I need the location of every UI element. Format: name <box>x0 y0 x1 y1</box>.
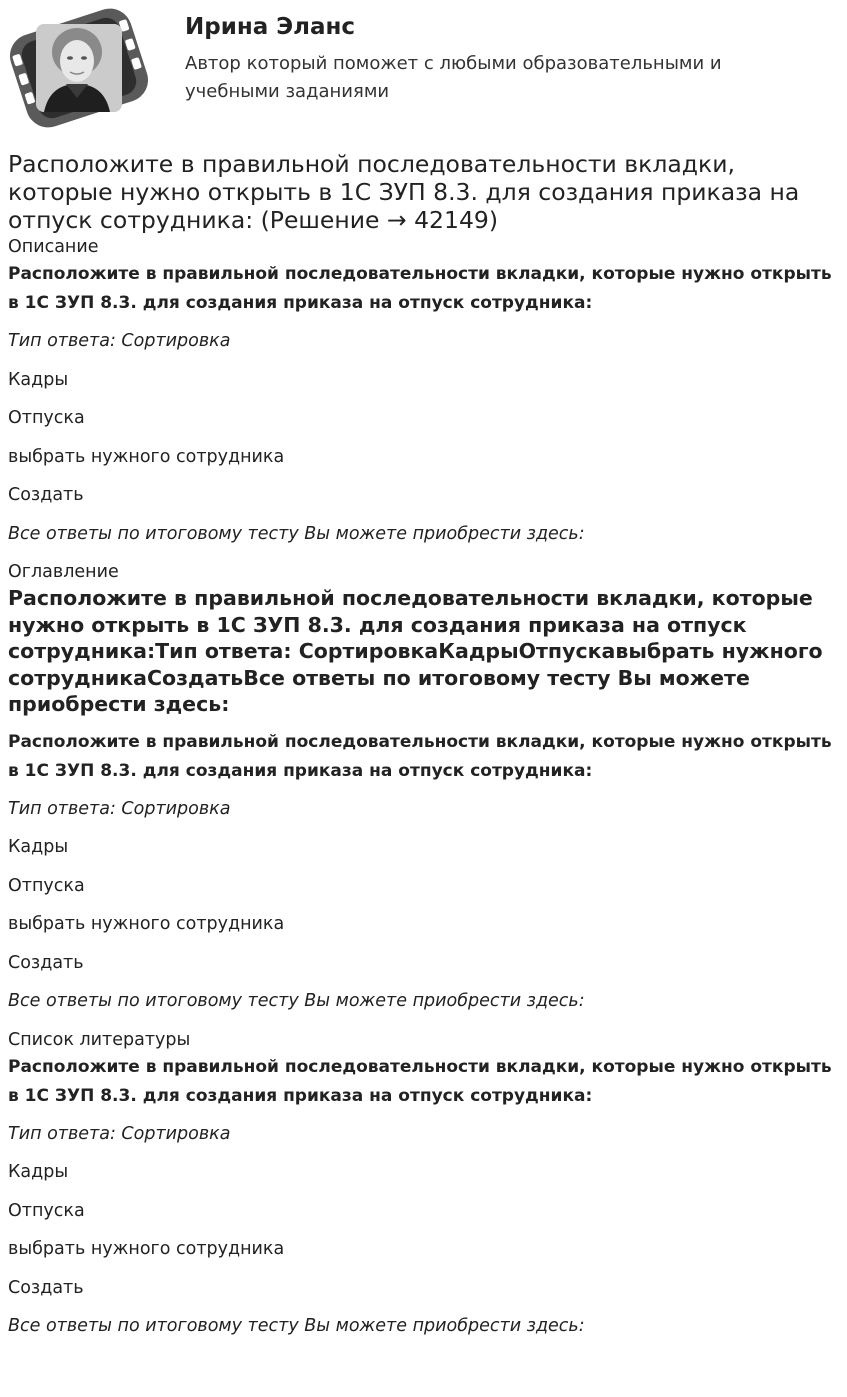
buy-note: Все ответы по итоговому тесту Вы можете приобрести здесь: <box>8 1316 585 1336</box>
answer-item: Кадры <box>8 1162 69 1182</box>
section-label-bibliography: Список литературы <box>8 1029 191 1050</box>
answer-item: Отпуска <box>8 408 85 428</box>
answer-item: выбрать нужного сотрудника <box>8 446 285 467</box>
answer-item: Отпуска <box>8 875 85 896</box>
question-text: Расположите в правильной последовательности вкладки, которые нужно открыть в 1С ЗУП 8.3. для создания приказа на отпуск сотрудника: <box>8 264 832 313</box>
question-text: Расположите в правильной последовательности вкладки, которые нужно открыть в 1С ЗУП 8.3. для создания приказа на отпуск сотрудника: <box>8 1056 832 1106</box>
answer-type: Тип ответа: Сортировка <box>8 798 231 819</box>
page-title: Расположите в правильной последовательности вкладки, которые нужно открыть в 1С ЗУП 8.3. для создания приказа на отпуск сотрудника: (Решение → 42149) <box>8 150 800 234</box>
buy-note: Все ответы по итоговому тесту Вы можете приобрести здесь: <box>8 991 585 1011</box>
section-label-description: Описание <box>8 237 99 257</box>
answer-item: Кадры <box>8 369 69 390</box>
author-avatar[interactable] <box>6 6 152 130</box>
buy-note: Все ответы по итоговому тесту Вы можете приобрести здесь: <box>8 523 585 544</box>
section-label-toc: Оглавление <box>8 562 119 582</box>
answer-item: Создать <box>8 1277 84 1298</box>
answer-item: Создать <box>8 485 84 505</box>
author-card <box>0 0 847 135</box>
main-content <box>8 150 838 1339</box>
answer-type: Тип ответа: Сортировка <box>8 1123 231 1144</box>
author-name[interactable]: Ирина Эланс <box>185 14 356 40</box>
answer-type: Тип ответа: Сортировка <box>8 331 231 351</box>
answer-item: выбрать нужного сотрудника <box>8 1239 285 1259</box>
question-text: Расположите в правильной последовательности вкладки, которые нужно открыть в 1С ЗУП 8.3. для создания приказа на отпуск сотрудника: <box>8 731 832 781</box>
answer-item: выбрать нужного сотрудника <box>8 914 285 934</box>
answer-item: Создать <box>8 952 84 973</box>
answer-item: Кадры <box>8 837 69 857</box>
toc-heading: Расположите в правильной последовательности вкладки, которые нужно открыть в 1С ЗУП 8.3. для создания приказа на отпуск сотрудника:Тип ответа: СортировкаКадрыОтпускавыбрать нужного сотрудникаСоздатьВсе ответы по итоговому тесту Вы можете приобрести здесь: <box>8 586 823 716</box>
answer-item: Отпуска <box>8 1200 85 1221</box>
author-description: Автор который поможет с любыми образовательными и учебными заданиями <box>185 53 722 102</box>
